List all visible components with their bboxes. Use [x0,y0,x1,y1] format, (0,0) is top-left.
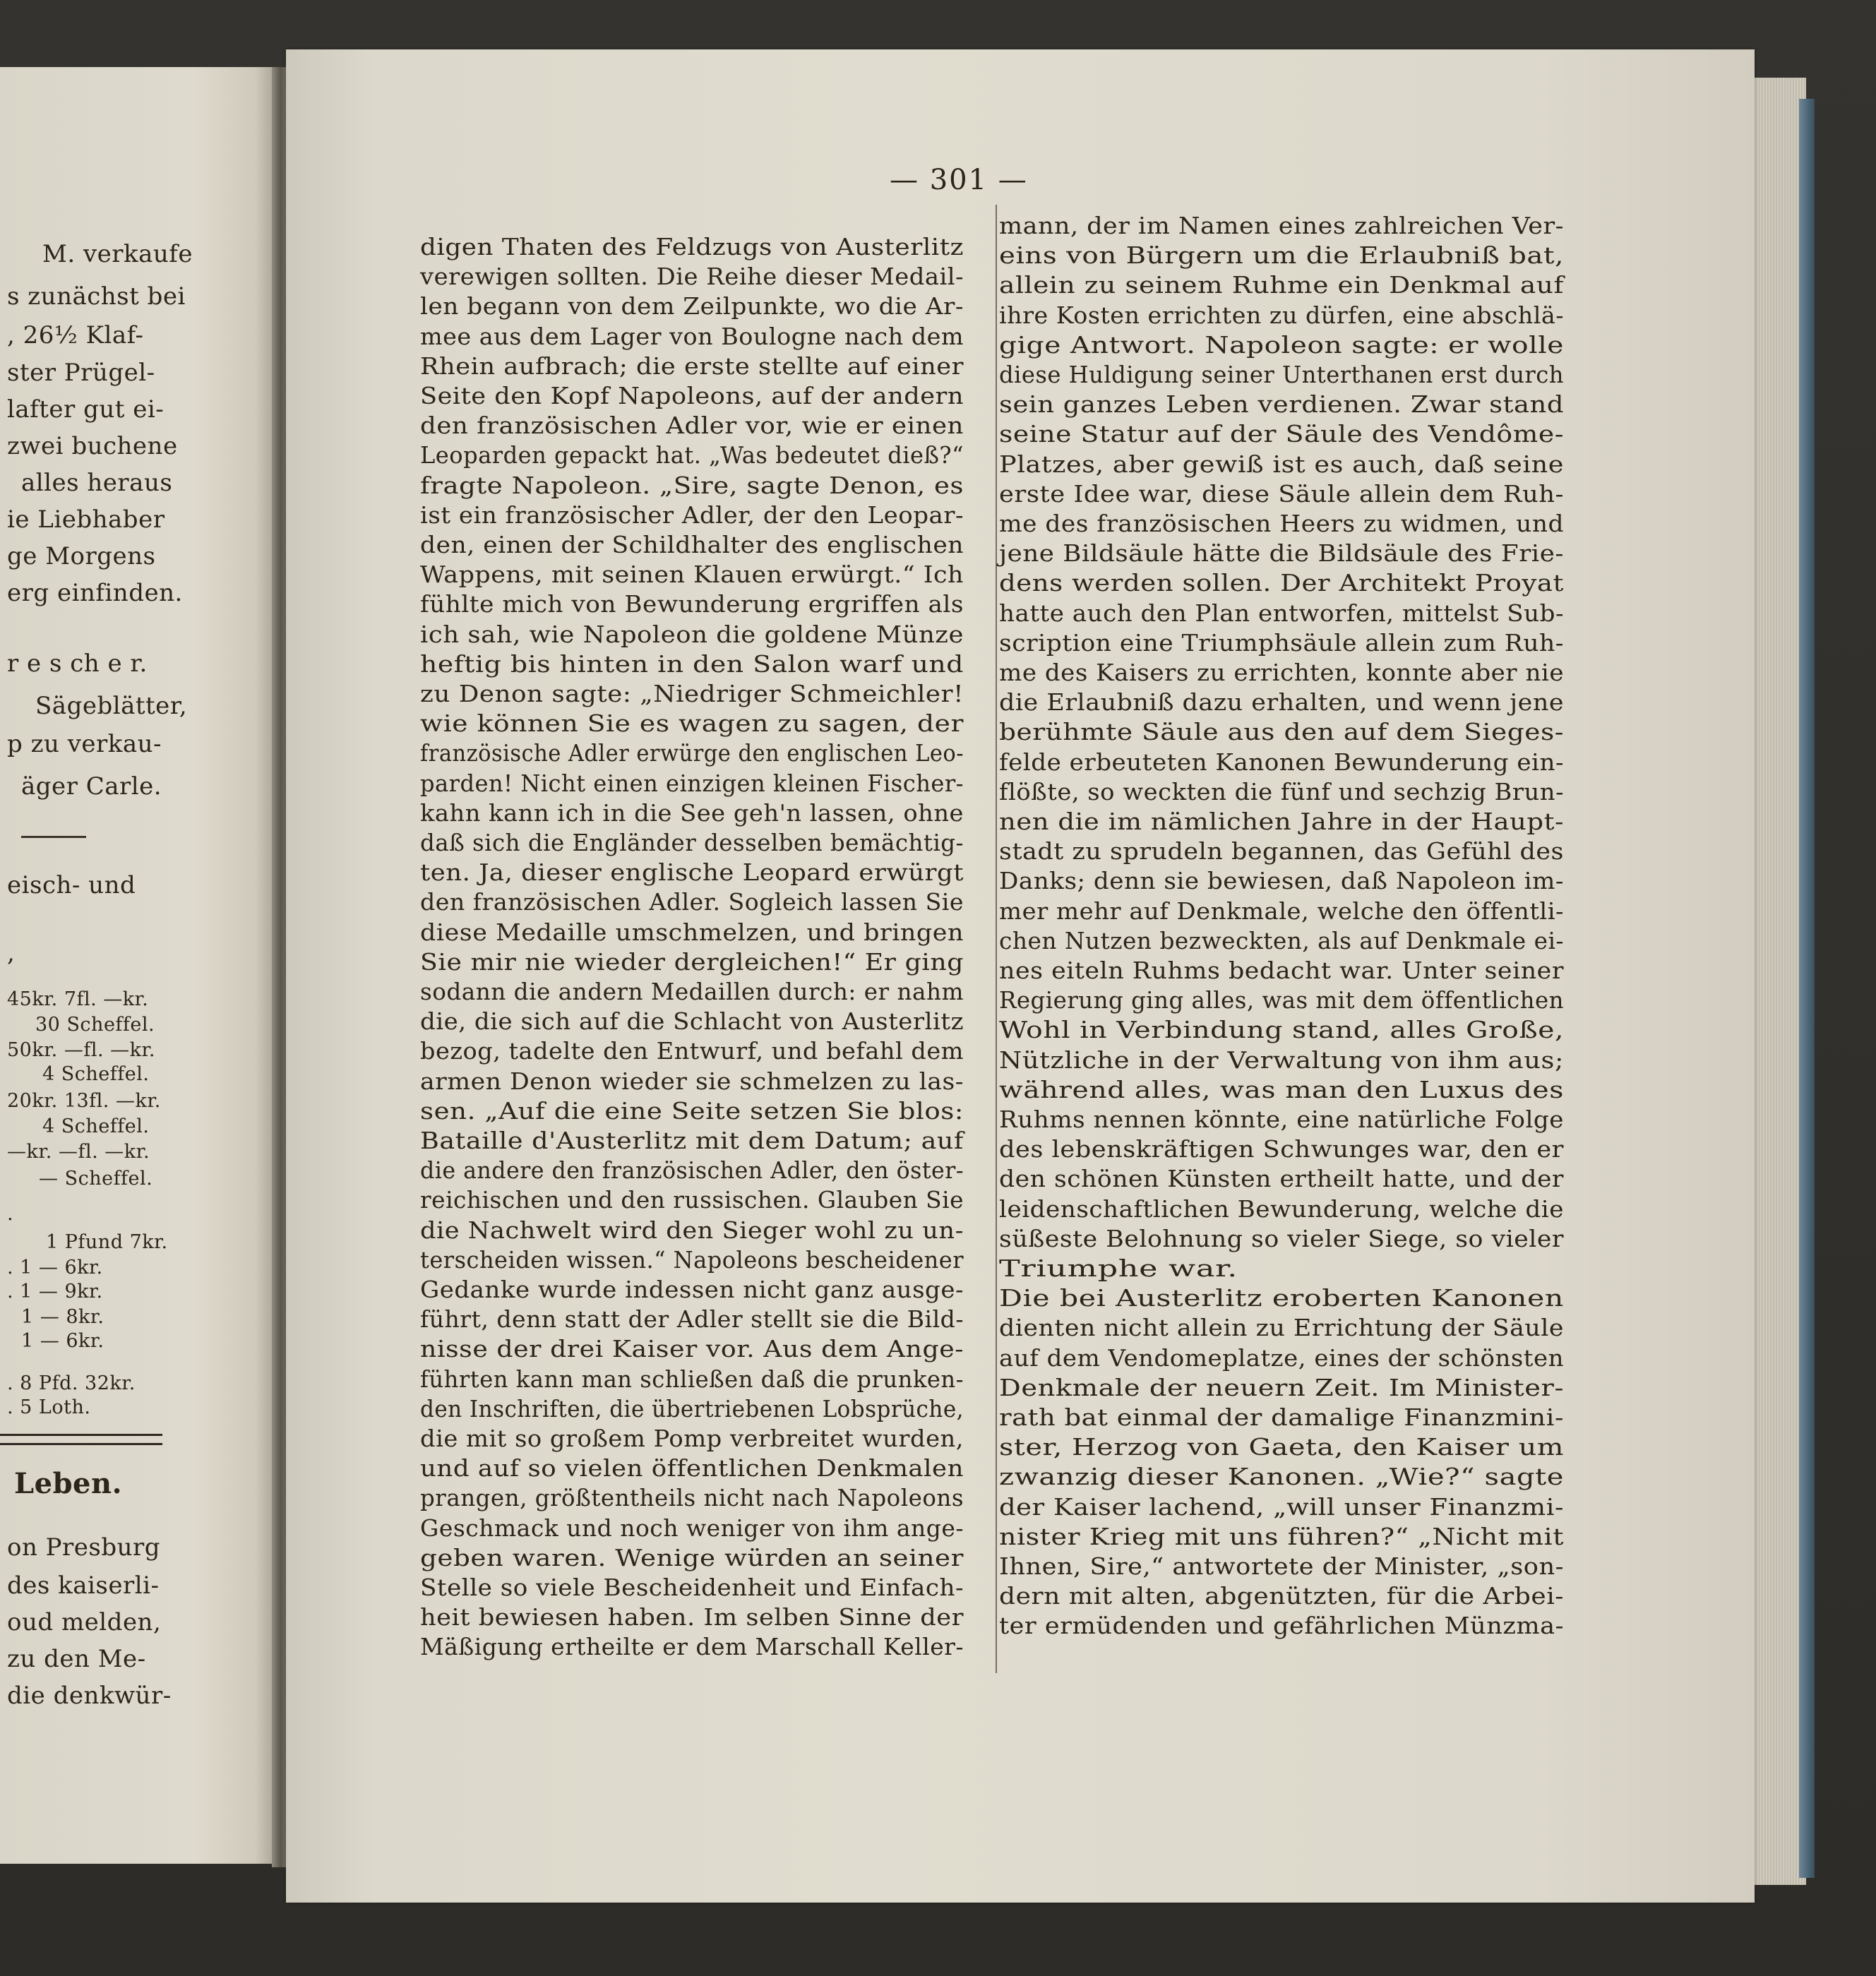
text-line: berühmte Säule aus den auf dem Sieges- [999,718,1564,746]
text-line: den Inschriften, die übertriebenen Lobsprüche, [420,1394,964,1423]
text-line: rath bat einmal der damalige Finanzmini- [999,1403,1564,1431]
book-cover-edge [1799,99,1815,1878]
text-line: len begann von dem Zeilpunkte, wo die Ar- [420,292,964,321]
text-line: Wappens, mit seinen Klauen erwürgt.“ Ich [420,561,964,589]
text-line: süßeste Belohnung so vieler Siege, so vieler [999,1224,1564,1252]
left-fragment-line: äger Carle. [21,772,162,801]
text-line: felde erbeuteten Kanonen Bewunderung ein- [999,748,1564,776]
text-line: französische Adler erwürge den englischen Leo- [420,739,964,767]
text-line: mann, der im Namen eines zahlreichen Ver- [999,212,1564,239]
text-line: Ihnen, Sire,“ antwortete der Minister, „son- [999,1552,1564,1580]
text-line: sodann die andern Medaillen durch: er nahm [420,978,964,1005]
text-line: die Erlaubniß dazu erhalten, und wenn jene [999,688,1564,717]
text-line: eins von Bürgern um die Erlaubniß bat, [999,241,1564,270]
text-line: die Nachwelt wird den Sieger wohl zu un- [420,1216,964,1244]
text-line: nen die im nämlichen Jahre in der Haupt- [999,808,1564,835]
text-line: nister Krieg mit uns führen?“ „Nicht mit [999,1522,1564,1550]
left-fragment-line: eisch- und [7,871,136,899]
text-line: der Kaiser lachend, „will unser Finanzmi- [999,1492,1564,1521]
text-line: ten. Ja, dieser englische Leopard erwürgt [420,858,964,887]
text-line: ster, Herzog von Gaeta, den Kaiser um [999,1433,1564,1461]
left-fragment-line: on Presburg [7,1533,161,1562]
text-line: bezog, tadelte den Entwurf, und befahl dem [420,1037,964,1065]
text-line: geben waren. Wenige würden an seiner [420,1543,964,1571]
text-line: me des Kaisers zu errichten, konnte aber nie [999,659,1564,686]
text-line: heit bewiesen haben. Im selben Sinne der [420,1603,964,1631]
left-fragment-line: Sägeblätter, [35,692,188,720]
text-line: ich sah, wie Napoleon die goldene Münze [420,620,964,648]
text-line: Wohl in Verbindung stand, alles Große, [999,1016,1564,1044]
text-line: dienten nicht allein zu Errichtung der Säule [999,1314,1564,1342]
text-line: verewigen sollten. Die Reihe dieser Medail- [420,263,964,291]
text-line: prangen, größtentheils nicht nach Napoleons [420,1484,964,1512]
text-line: nisse der drei Kaiser vor. Aus dem Ange- [420,1335,964,1363]
left-fragment-line: 1 — 8kr. [21,1306,104,1328]
left-fragment-line: ster Prügel- [7,359,155,387]
left-fragment-line: zwei buchene [7,432,178,460]
text-line: ihre Kosten errichten zu dürfen, eine abschlä- [999,301,1564,329]
left-fragment-line: ge Morgens [7,542,156,570]
left-fragment-line: alles heraus [21,469,173,497]
text-line: führt, denn statt der Adler stellt sie die Bild- [420,1305,964,1334]
text-line: armen Denon wieder sie schmelzen zu las- [420,1067,964,1095]
left-fragment-line: M. verkaufe [42,240,193,268]
left-fragment-line: , [7,939,16,967]
left-divider-double [0,1434,162,1445]
text-line: mer mehr auf Denkmale, welche den öffentli- [999,897,1564,925]
text-line: Die bei Austerlitz eroberten Kanonen [999,1284,1564,1312]
text-line: stadt zu sprudeln begannen, das Gefühl des [999,837,1564,866]
text-line: Ruhms nennen könnte, eine natürliche Folge [999,1106,1564,1133]
text-line: fragte Napoleon. „Sire, sagte Denon, es [420,471,964,499]
text-line: chen Nutzen bezweckten, als auf Denkmale ei- [999,926,1564,954]
text-line: führten kann man schließen daß die prunken- [420,1365,964,1393]
text-line: Rhein aufbrach; die erste stellte auf einer [420,352,964,380]
text-line: ist ein französischer Adler, der den Leopar- [420,501,964,529]
text-line: sein ganzes Leben verdienen. Zwar stand [999,390,1564,419]
text-line: nes eiteln Ruhms bedacht war. Unter seiner [999,957,1564,984]
text-line: Regierung ging alles, was mit dem öffentlichen [999,986,1564,1014]
left-fragment-line: ie Liebhaber [7,505,165,534]
text-line: mee aus dem Lager von Boulogne nach dem [420,322,964,350]
text-line: auf dem Vendomeplatze, eines der schönsten [999,1343,1564,1372]
text-line: die andere den französischen Adler, den öster- [420,1156,964,1185]
text-line: allein zu seinem Ruhme ein Denkmal auf [999,271,1564,299]
text-line: den französischen Adler. Sogleich lassen Sie [420,888,964,916]
text-line: parden! Nicht einen einzigen kleinen Fischer- [420,769,964,797]
left-fragment-line: 4 Scheffel. [42,1115,150,1137]
left-fragment-line: die denkwür- [7,1682,172,1710]
text-line: fühlte mich von Bewunderung ergriffen als [420,590,964,618]
text-line: Stelle so viele Bescheidenheit und Einfach- [420,1574,964,1601]
page-number: — 301 — [890,164,1028,196]
left-fragment-line: . [7,1203,14,1225]
left-fragment-line: erg einfinden. [7,579,183,607]
text-line: flößte, so weckten die fünf und sechzig Brun- [999,777,1564,806]
left-fragment-line: r e s ch e r. [7,649,148,678]
text-line: seine Statur auf der Säule des Vendôme- [999,420,1564,448]
text-line: Denkmale der neuern Zeit. Im Minister- [999,1373,1564,1401]
left-fragment-line: des kaiserli- [7,1571,160,1600]
left-fragment-line: . 8 Pfd. 32kr. [7,1372,136,1394]
text-line: Nützliche in der Verwaltung von ihm aus; [999,1046,1564,1074]
text-line: den französischen Adler vor, wie er einen [420,412,964,440]
text-line: jene Bildsäule hätte die Bildsäule des Frie- [999,539,1564,568]
left-fragment-line: 50kr. —fl. —kr. [7,1039,155,1061]
text-line: hatte auch den Plan entworfen, mittelst Sub- [999,599,1564,627]
text-line: Sie mir nie wieder dergleichen!“ Er ging [420,947,964,976]
text-line: daß sich die Engländer desselben bemächtig- [420,829,964,856]
text-line: erste Idee war, diese Säule allein dem Ruh- [999,479,1564,508]
text-line: diese Medaille umschmelzen, und bringen [420,918,964,946]
text-line: reichischen und den russischen. Glauben Sie [420,1186,964,1214]
left-fragment-line: 1 Pfund 7kr. [46,1231,168,1253]
left-fragment-line: . 5 Loth. [7,1396,91,1418]
text-line: dens werden sollen. Der Architekt Proyat [999,569,1564,597]
text-line: digen Thaten des Feldzugs von Austerlitz [420,233,964,261]
left-fragment-line: , 26½ Klaf- [7,321,144,349]
text-line: zu Denon sagte: „Niedriger Schmeichler! [420,680,964,707]
column-rule [996,205,997,1673]
text-line: den schönen Künsten ertheilt hatte, und der [999,1165,1564,1193]
text-line: während alles, was man den Luxus des [999,1075,1564,1103]
left-fragment-line: 1 — 6kr. [21,1330,104,1352]
text-line: die mit so großem Pomp verbreitet wurden, [420,1425,964,1452]
text-line: me des französischen Heers zu widmen, und [999,510,1564,537]
left-fragment-line: oud melden, [7,1608,162,1636]
text-line: sen. „Auf die eine Seite setzen Sie blos: [420,1096,964,1125]
text-line: zwanzig dieser Kanonen. „Wie?“ sagte [999,1463,1564,1491]
left-fragment-line: —kr. —fl. —kr. [7,1141,150,1163]
text-line: scription eine Triumphsäule allein zum Ruh- [999,628,1564,657]
left-fragment-line: . 1 — 9kr. [7,1281,103,1303]
text-line: Mäßigung ertheilte er dem Marschall Keller- [420,1633,964,1661]
left-fragment-line: Leben. [14,1467,122,1500]
text-line: Bataille d'Austerlitz mit dem Datum; auf [420,1127,964,1154]
text-line: Seite den Kopf Napoleons, auf der andern [420,382,964,409]
text-line: dern mit alten, abgenützten, für die Arbei- [999,1582,1564,1610]
text-line: Triumphe war. [999,1255,1238,1282]
left-fragment-line: 30 Scheffel. [35,1014,155,1036]
text-line: Platzes, aber gewiß ist es auch, daß seine [999,450,1564,478]
left-fragment-line: p zu verkau- [7,730,162,758]
text-line: gige Antwort. Napoleon sagte: er wolle [999,330,1564,359]
left-fragment-line: s zunächst bei [7,282,186,311]
left-fragment-line: . 1 — 6kr. [7,1257,103,1279]
left-fragment-line: — Scheffel. [39,1168,153,1190]
left-fragment-line: zu den Me- [7,1645,146,1673]
text-line: wie können Sie es wagen zu sagen, der [420,709,964,738]
text-line: Gedanke wurde indessen nicht ganz ausge- [420,1276,964,1303]
text-line: Danks; denn sie bewiesen, daß Napoleon im- [999,867,1564,895]
text-line: kahn kann ich in die See geh'n lassen, ohne [420,798,964,827]
left-fragment-line: 20kr. 13fl. —kr. [7,1090,161,1112]
left-fragment-line: 45kr. 7fl. —kr. [7,988,149,1010]
text-line: des lebenskräftigen Schwunges war, den er [999,1135,1564,1163]
text-line: leidenschaftlichen Bewunderung, welche die [999,1194,1564,1223]
text-line: und auf so vielen öffentlichen Denkmalen [420,1454,964,1483]
left-fragment-line: 4 Scheffel. [42,1063,150,1085]
text-line: Geschmack und noch weniger von ihm ange- [420,1514,964,1542]
text-line: ter ermüdenden und gefährlichen Münzma- [999,1612,1564,1640]
text-line: den, einen der Schildhalter des englischen [420,531,964,558]
page-edges [1750,78,1806,1885]
left-fragment-line: lafter gut ei- [7,395,165,424]
left-divider-short [21,836,86,838]
text-line: heftig bis hinten in den Salon warf und [420,649,964,678]
text-line: Leoparden gepackt hat. „Was bedeutet dieß?“ [420,441,964,469]
text-line: diese Huldigung seiner Unterthanen erst durch [999,361,1564,388]
text-line: die, die sich auf die Schlacht von Austerlitz [420,1007,964,1036]
text-line: terscheiden wissen.“ Napoleons bescheidener [420,1245,964,1274]
